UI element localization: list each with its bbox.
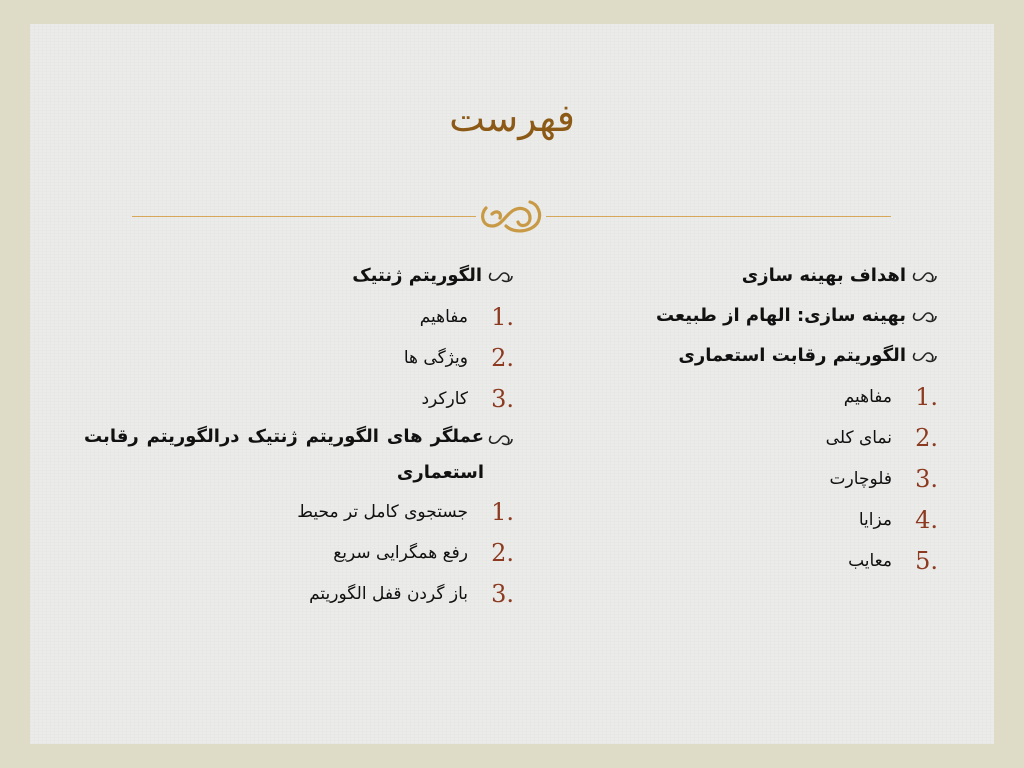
bullet-curl-icon (908, 296, 938, 336)
item-text: فلوچارت (829, 468, 892, 489)
bullet-item (538, 336, 938, 376)
toc-right-column (538, 256, 938, 581)
numbered-item (84, 573, 514, 614)
bullet-curl-icon (484, 419, 514, 459)
numbered-item (84, 296, 514, 337)
item-text: مفاهیم (419, 306, 468, 327)
item-text: جستجوی کامل تر محیط (297, 501, 468, 522)
item-number: 2. (491, 343, 514, 372)
item-number: 3. (915, 464, 938, 493)
item-number: 2. (491, 538, 514, 567)
numbered-item (84, 378, 514, 419)
divider-right (546, 216, 891, 217)
item-number: 3. (491, 579, 514, 608)
item-text: معایب (848, 550, 892, 571)
numbered-item (538, 540, 938, 581)
bullet-item (84, 419, 514, 491)
bullet-curl-icon (908, 256, 938, 296)
item-number: 1. (491, 302, 514, 331)
item-text: مزایا (858, 509, 892, 530)
bullet-item (538, 256, 938, 296)
bullet-text: اهداف بهینه سازی (741, 265, 906, 286)
item-text: نمای کلی (825, 427, 892, 448)
item-text: کارکرد (421, 388, 468, 409)
item-number: 5. (915, 546, 938, 575)
divider-left (132, 216, 476, 217)
toc-left-column (84, 256, 514, 614)
numbered-item (538, 499, 938, 540)
item-text: رفع همگرایی سریع (333, 542, 468, 563)
numbered-item (84, 532, 514, 573)
item-text: باز گردن قفل الگوریتم (309, 583, 468, 604)
curl-ornament-icon (476, 196, 548, 236)
item-text: ویژگی ها (403, 347, 468, 368)
numbered-item (84, 491, 514, 532)
bullet-text: الگوریتم ژنتیک (352, 265, 482, 286)
item-number: 1. (915, 382, 938, 411)
numbered-item (538, 417, 938, 458)
item-number: 2. (915, 423, 938, 452)
bullet-curl-icon (908, 336, 938, 376)
numbered-item (84, 337, 514, 378)
bullet-curl-icon (484, 256, 514, 296)
item-number: 3. (491, 384, 514, 413)
bullet-text: عملگر های الگوریتم ژنتیک درالگوریتم رقابت استعماری (84, 426, 484, 483)
bullet-text: الگوریتم رقابت استعماری (678, 345, 906, 366)
bullet-text: بهینه سازی: الهام از طبیعت (656, 305, 906, 326)
numbered-item (538, 376, 938, 417)
bullet-item (538, 296, 938, 336)
slide-title: فهرست (449, 96, 575, 140)
item-number: 4. (915, 505, 938, 534)
item-text: مفاهیم (843, 386, 892, 407)
bullet-item (84, 256, 514, 296)
numbered-item (538, 458, 938, 499)
item-number: 1. (491, 497, 514, 526)
